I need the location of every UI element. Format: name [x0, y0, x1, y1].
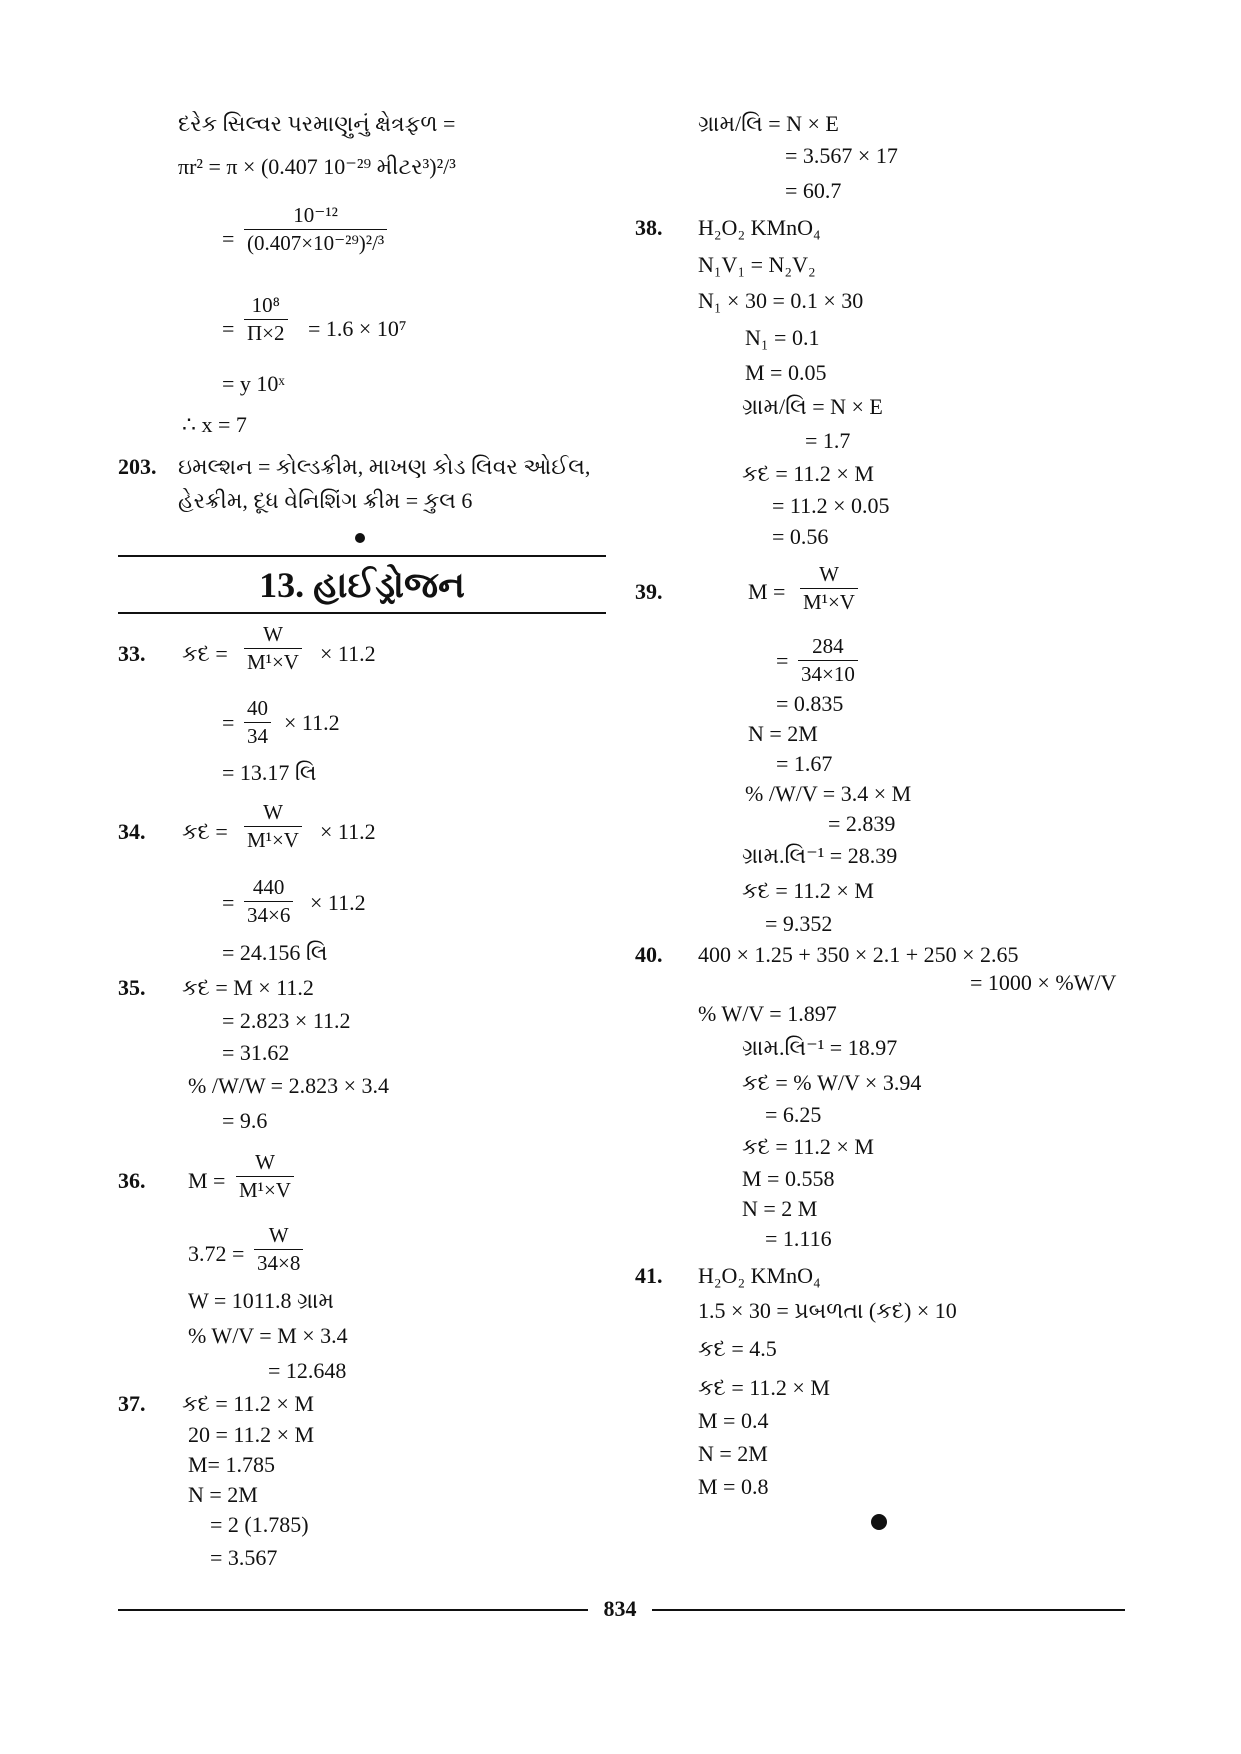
answer-text: હેરક્રીમ, દૂધ વેનિશિંગ ક્રીમ = કુલ 6 [178, 488, 473, 513]
section-title: 13. હાઈડ્રોજન [259, 565, 465, 605]
equation-line: N = 2M [698, 1441, 768, 1466]
section-rule-bottom [118, 612, 606, 614]
equation-line: M = 0.4 [698, 1408, 769, 1433]
question-number: 34. [118, 819, 146, 844]
reactants: H₂O₂ KMnO₄ [698, 215, 821, 240]
equation-label: M = [188, 1168, 226, 1193]
area-formula: πr² = π × (0.407 10⁻²⁹ મીટર³)²/³ [178, 154, 456, 179]
multiplier: × 11.2 [310, 890, 366, 915]
equation-line: કદ = 11.2 × M [698, 1375, 830, 1400]
page-number: 834 [603, 1596, 637, 1621]
fraction-denominator: 34×8 [254, 1249, 303, 1274]
equation-line: = 0.56 [772, 524, 829, 549]
equation-line: W = 1011.8 ગ્રામ [188, 1288, 334, 1313]
fraction-denominator: M¹×V [244, 826, 302, 851]
equation-line: = 2.839 [828, 811, 896, 836]
question-number: 40. [635, 942, 663, 967]
question-number: 35. [118, 975, 146, 1000]
equation-line: કદ = 11.2 × M [742, 461, 874, 486]
x-value: ∴ x = 7 [182, 412, 247, 437]
fraction-denominator: (0.407×10⁻²⁹)²/³ [244, 229, 387, 254]
footer-rule-left [118, 1609, 588, 1611]
equation-line: ગ્રામ.લિ⁻¹ = 18.97 [742, 1035, 898, 1060]
eq-sign: = [222, 890, 235, 915]
equation-label: કદ = [182, 641, 228, 666]
fraction-denominator: M¹×V [236, 1176, 294, 1201]
footer-rule-right [652, 1609, 1125, 1611]
area-statement: દરેક સિલ્વર પરમાણુનું ક્ષેત્રફળ = [178, 111, 456, 136]
question-number: 38. [635, 215, 663, 240]
fraction-denominator: 34×10 [798, 660, 858, 685]
fraction-denominator: Π×2 [244, 319, 288, 344]
equation-line: = 31.62 [222, 1040, 290, 1065]
equation-line: કદ = 11.2 × M [182, 1391, 314, 1416]
equation-line: = 12.648 [268, 1358, 347, 1383]
fraction-numerator: 440 [252, 875, 285, 899]
fraction-numerator: W [268, 1223, 289, 1247]
fraction-denominator: M¹×V [244, 648, 302, 673]
equation-line: = 3.567 [210, 1545, 278, 1570]
multiplier: × 11.2 [320, 819, 376, 844]
fraction-count [244, 295, 288, 344]
equation-line: = 11.2 × 0.05 [772, 493, 890, 518]
eq-sign: = [222, 710, 235, 735]
equation-line: % /W/W = 2.823 × 3.4 [188, 1073, 389, 1098]
equation-line: = 0.835 [776, 691, 844, 716]
eq-sign: = [776, 648, 789, 673]
equation-line: = 1.116 [765, 1226, 832, 1251]
answer-text: ઇમલ્શન = કોલ્ડક્રીમ, માખણ કોડ લિવર ઓઈલ, [178, 454, 591, 479]
eq-sign: = [222, 226, 235, 251]
fraction-area [244, 205, 387, 254]
equation-line: કદ = 4.5 [698, 1336, 777, 1361]
fraction-molarity [800, 564, 858, 613]
bullet-dot [871, 1514, 887, 1530]
question-number: 36. [118, 1168, 146, 1193]
multiplier: × 11.2 [320, 641, 376, 666]
equation-line: કદ = M × 11.2 [182, 975, 314, 1000]
fraction-volume [244, 624, 302, 673]
equation-line: M= 1.785 [188, 1452, 275, 1477]
fraction-numerator: 10⁸ [251, 293, 280, 317]
question-number: 41. [635, 1263, 663, 1288]
equation-line: M = 0.8 [698, 1474, 769, 1499]
fraction-molarity [254, 1225, 303, 1274]
fraction-numerator: 10⁻¹² [293, 203, 338, 227]
fraction-molarity [236, 1152, 294, 1201]
equation-line: N = 2M [188, 1482, 258, 1507]
equation-line: ગ્રામ/લિ = N × E [742, 394, 883, 419]
result: = 24.156 લિ [222, 940, 328, 965]
equation-line: = 1.67 [776, 751, 833, 776]
fraction-denominator: 34×6 [244, 901, 293, 926]
equation-line: N₁ × 30 = 0.1 × 30 [698, 288, 864, 313]
equation-line: કદ = 11.2 × M [742, 878, 874, 903]
equation-line: % /W/V = 3.4 × M [745, 781, 912, 806]
equation-line: = 2 (1.785) [210, 1512, 309, 1537]
equation-line: N = 2 M [742, 1196, 818, 1221]
equation-line: = 6.25 [765, 1102, 822, 1127]
equation-line: M = 0.558 [742, 1166, 835, 1191]
fraction-numerator: W [255, 1150, 275, 1174]
equation-line: N₁V₁ = N₂V₂ [698, 252, 816, 277]
equation-line: ગ્રામ/લિ = N × E [698, 111, 839, 136]
fraction-numerator: W [819, 562, 839, 586]
equation-line: = 1.7 [805, 428, 851, 453]
fraction-numerator: 284 [812, 634, 844, 658]
equation-label: 3.72 = [188, 1241, 245, 1266]
equation-line: કદ = % W/V × 3.94 [742, 1070, 922, 1095]
equation-label: કદ = [182, 819, 228, 844]
equation-line: = 2.823 × 11.2 [222, 1008, 351, 1033]
eq-sign: = [222, 316, 235, 341]
equation-line: % W/V = 1.897 [698, 1001, 837, 1026]
fraction-values [244, 877, 293, 926]
equation-line: 1.5 × 30 = પ્રબળતા (કદ) × 10 [698, 1298, 957, 1323]
fraction-denominator: M¹×V [800, 588, 858, 613]
fraction-volume [244, 802, 302, 851]
equation-line: % W/V = M × 3.4 [188, 1323, 348, 1348]
fraction-values [798, 636, 858, 685]
question-number: 37. [118, 1391, 146, 1416]
fraction-values [244, 698, 271, 747]
equation-line: 20 = 11.2 × M [188, 1422, 315, 1447]
reactants: H₂O₂ KMnO₄ [698, 1263, 821, 1288]
question-number: 203. [118, 454, 157, 479]
scientific-form: = y 10ˣ [222, 371, 285, 396]
fraction-numerator: 40 [247, 696, 268, 720]
equation-line: 400 × 1.25 + 350 × 2.1 + 250 × 2.65 [698, 942, 1019, 967]
equation-line: = 9.352 [765, 911, 833, 936]
fraction-numerator: W [263, 800, 283, 824]
equation-line: કદ = 11.2 × M [742, 1134, 874, 1159]
equation-line: N = 2M [748, 721, 818, 746]
equation-line: = 60.7 [785, 178, 842, 203]
result: = 13.17 લિ [222, 760, 317, 785]
equation-line: = 1000 × %W/V [970, 970, 1117, 995]
count-result: = 1.6 × 10⁷ [308, 316, 407, 341]
equation-line: N₁ = 0.1 [745, 325, 820, 350]
fraction-denominator: 34 [244, 722, 271, 747]
bullet-dot [355, 533, 365, 543]
fraction-numerator: W [263, 622, 283, 646]
section-rule-top [118, 555, 606, 557]
multiplier: × 11.2 [284, 710, 340, 735]
equation-label: M = [748, 579, 786, 604]
equation-line: M = 0.05 [745, 360, 827, 385]
question-number: 33. [118, 641, 146, 666]
equation-line: = 9.6 [222, 1108, 268, 1133]
equation-line: ગ્રામ.લિ⁻¹ = 28.39 [742, 843, 898, 868]
question-number: 39. [635, 579, 663, 604]
equation-line: = 3.567 × 17 [785, 143, 898, 168]
